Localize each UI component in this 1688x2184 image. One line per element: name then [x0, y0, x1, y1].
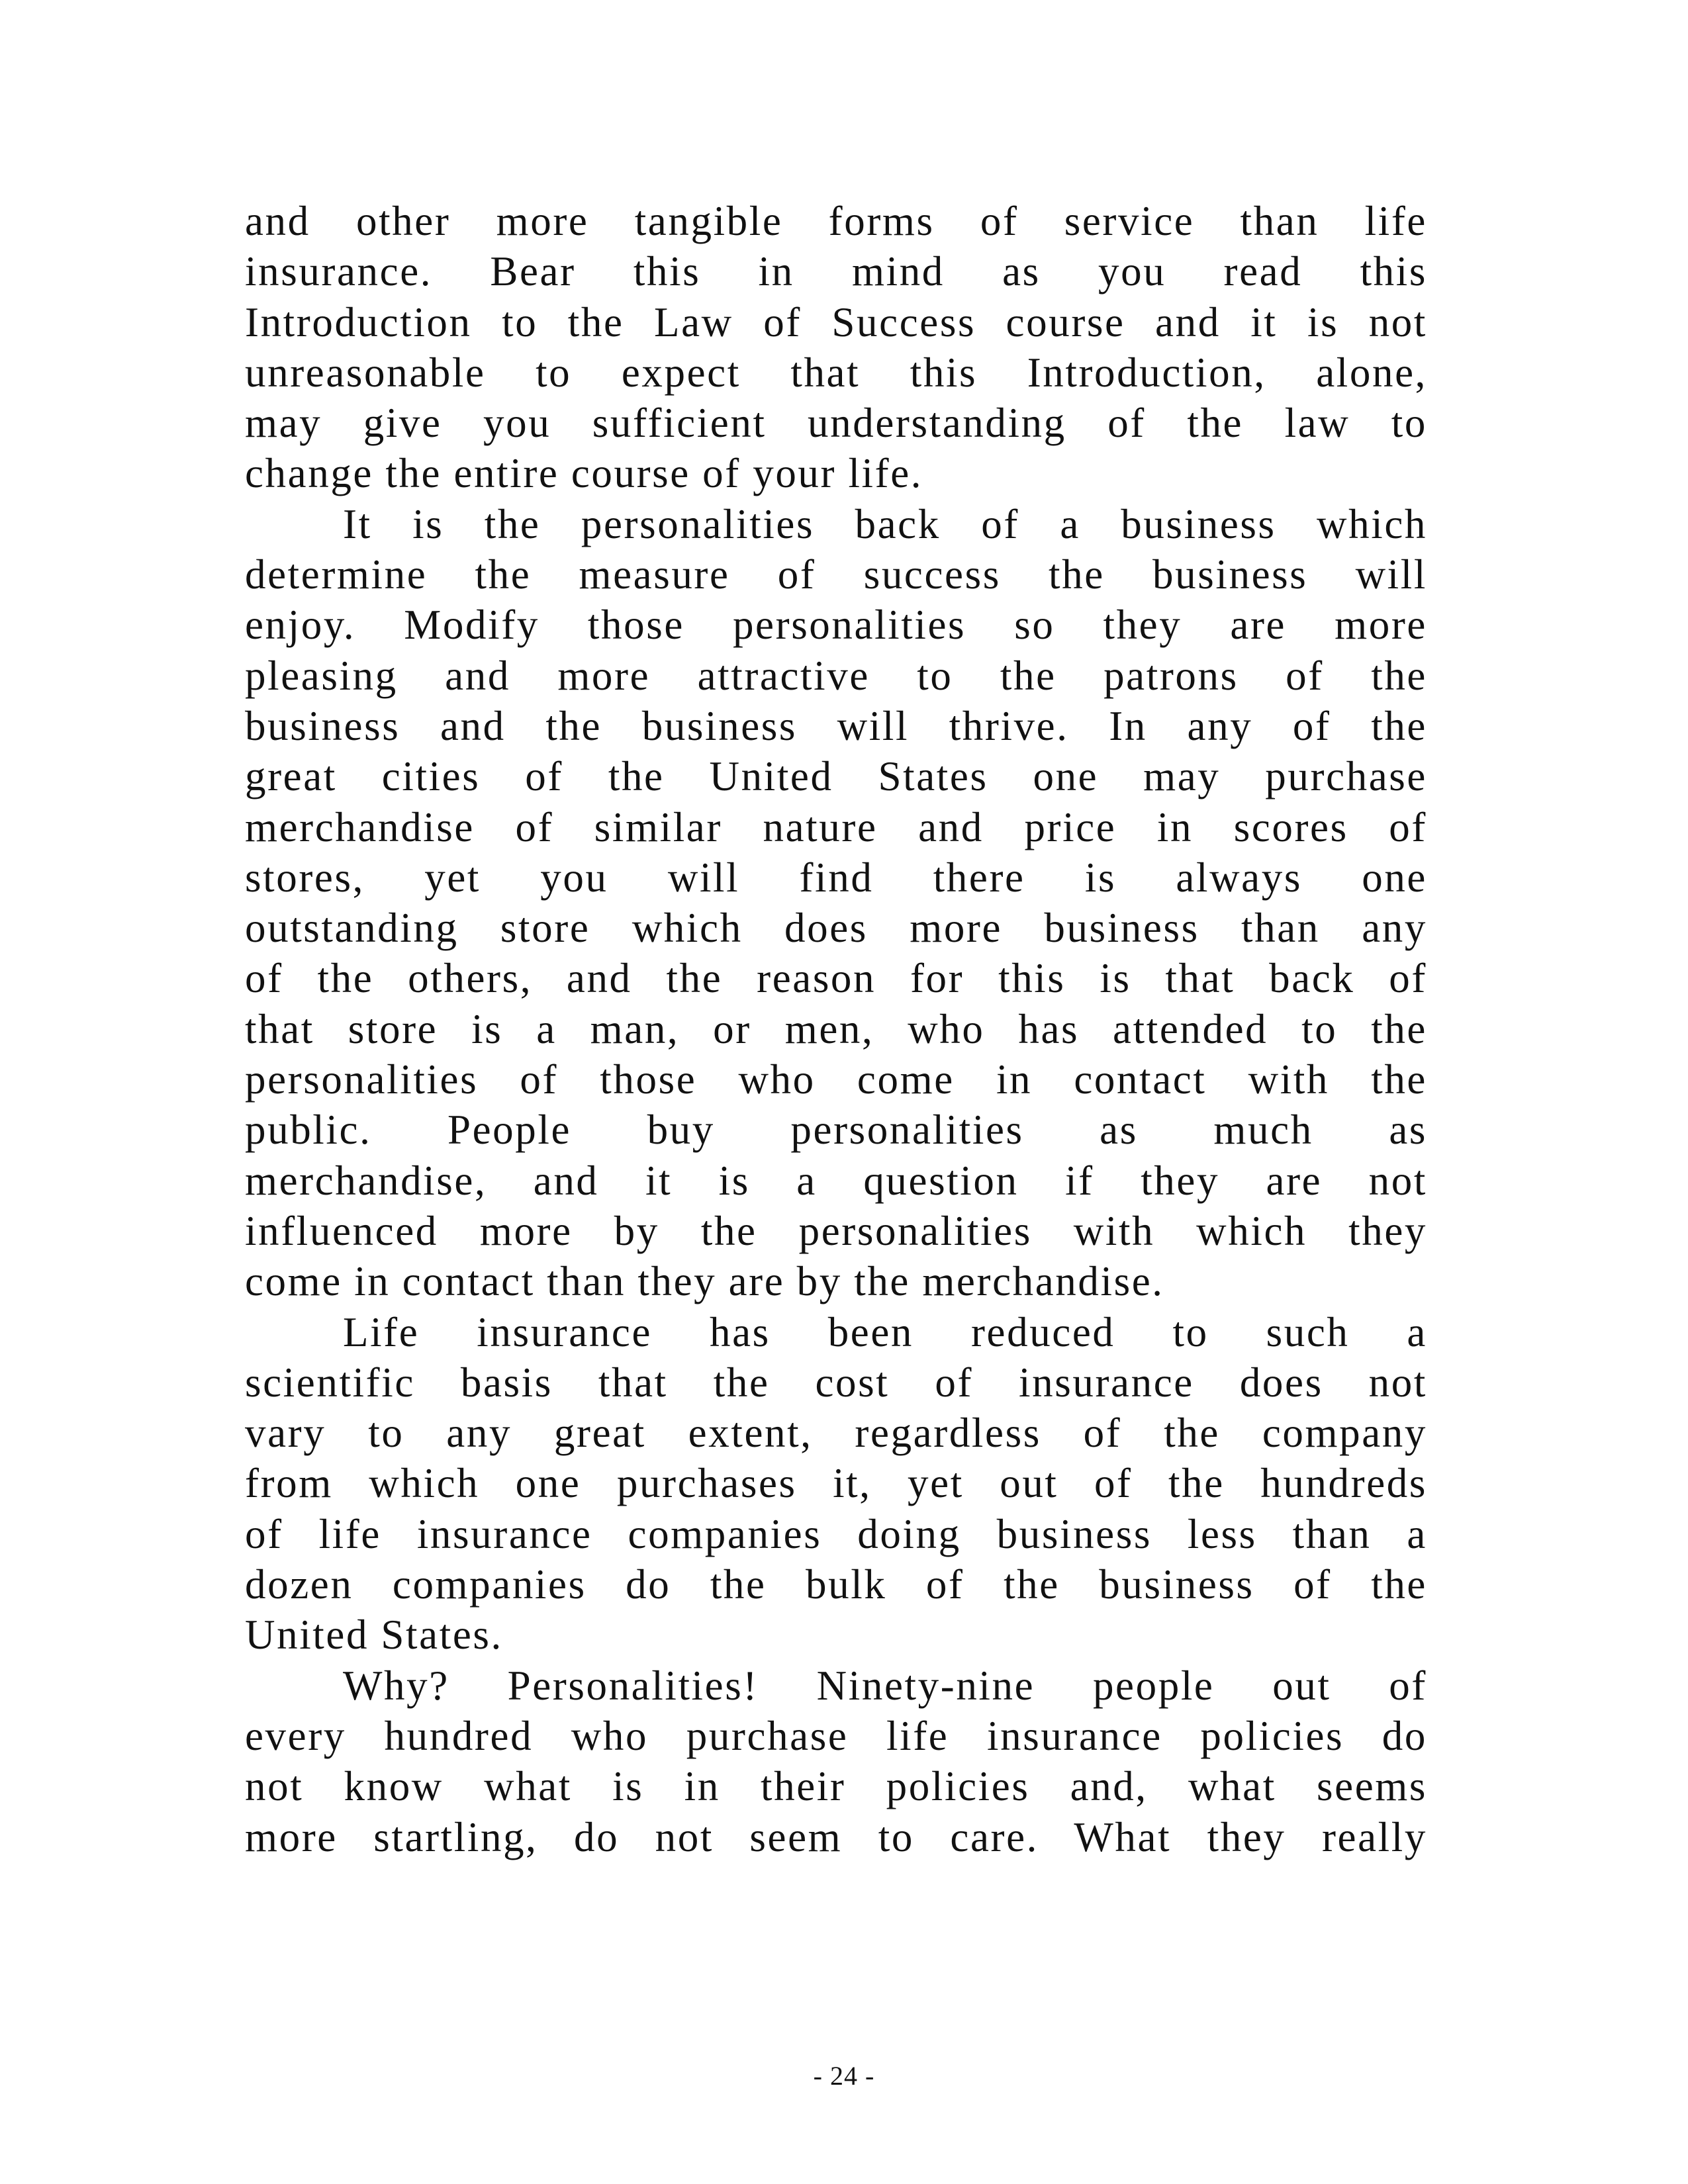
- text-line: Introduction to the Law of Success course and it is not: [245, 298, 1427, 345]
- text-line: every hundred who purchase life insurance policies do: [245, 1712, 1427, 1759]
- text-line: merchandise of similar nature and price in scores of: [245, 803, 1427, 850]
- text-line: of life insurance companies doing business less than a: [245, 1510, 1427, 1557]
- text-line: not know what is in their policies and, what seems: [245, 1763, 1427, 1810]
- body-text: [245, 196, 1427, 1862]
- text-line: personalities of those who come in contact with the: [245, 1056, 1427, 1103]
- text-line: United States.: [245, 1612, 503, 1659]
- text-line: may give you sufficient understanding of the law to: [245, 400, 1427, 447]
- page-number: - 24 -: [813, 2061, 875, 2091]
- text-line: influenced more by the personalities with which they: [245, 1207, 1427, 1254]
- text-line: public. People buy personalities as much as: [245, 1107, 1427, 1154]
- text-line: scientific basis that the cost of insurance does not: [245, 1359, 1427, 1406]
- text-line: great cities of the United States one may purchase: [245, 753, 1427, 800]
- text-line: insurance. Bear this in mind as you read this: [245, 248, 1427, 295]
- paragraph: [245, 196, 1427, 499]
- text-line: vary to any great extent, regardless of the company: [245, 1410, 1427, 1457]
- text-line: unreasonable to expect that this Introduction, alone,: [245, 349, 1427, 396]
- text-line: Why? Personalities! Ninety-nine people out of: [343, 1662, 1427, 1709]
- text-line: determine the measure of success the business will: [245, 551, 1427, 598]
- text-line: merchandise, and it is a question if they are not: [245, 1157, 1427, 1204]
- text-line: that store is a man, or men, who has attended to the: [245, 1005, 1427, 1052]
- text-line: change the entire course of your life.: [245, 450, 923, 497]
- text-line: outstanding store which does more business than any: [245, 905, 1427, 952]
- text-line: pleasing and more attractive to the patrons of the: [245, 652, 1427, 699]
- text-line: and other more tangible forms of service than life: [245, 198, 1427, 244]
- text-line: dozen companies do the bulk of the business of the: [245, 1561, 1427, 1608]
- paragraph: [245, 499, 1427, 1307]
- text-line: It is the personalities back of a business which: [343, 500, 1427, 547]
- text-line: come in contact than they are by the merchandise.: [245, 1258, 1164, 1305]
- paragraph: [245, 1307, 1427, 1661]
- text-line: Life insurance has been reduced to such a: [343, 1308, 1427, 1355]
- text-line: of the others, and the reason for this is that back of: [245, 955, 1427, 1002]
- text-line: stores, yet you will find there is always one: [245, 854, 1427, 901]
- text-line: business and the business will thrive. In any of the: [245, 702, 1427, 749]
- text-line: more startling, do not seem to care. What they really: [245, 1813, 1427, 1860]
- text-line: from which one purchases it, yet out of the hundreds: [245, 1460, 1427, 1507]
- paragraph: [245, 1661, 1427, 1862]
- text-line: enjoy. Modify those personalities so they are more: [245, 602, 1427, 649]
